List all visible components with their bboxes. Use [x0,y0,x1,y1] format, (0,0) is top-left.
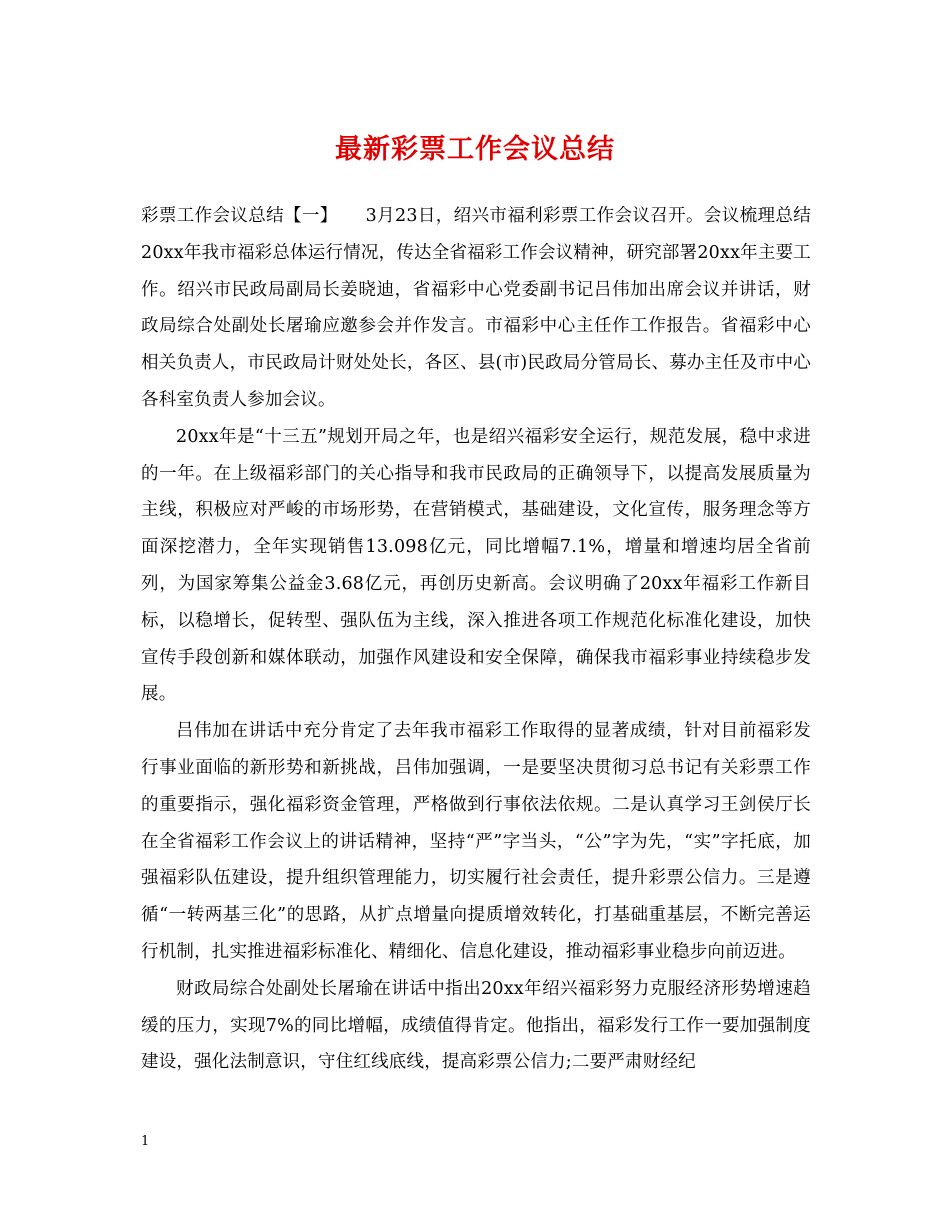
section-heading: 彩票工作会议总结【一】 [141,206,338,226]
paragraph-2: 20xx年是“十三五”规划开局之年，也是绍兴福彩安全运行，规范发展，稳中求进的一年。在上级福彩部门的关心指导和我市民政局的正确领导下，以提高发展质量为主线，积极应对严峻的市场形势，在营销模式，基础建设，文化宣传，服务理念等方面深挖潜力，全年实现销售13.098亿元，同比增幅7.1%，增量和增速均居全省前列，为国家筹集公益金3.68亿元，再创历史新高。会议明确了20xx年福彩工作新目标，以稳增长，促转型、强队伍为主线，深入推进各项工作规范化标准化建设，加快宣传手段创新和媒体联动，加强作风建设和安全保障，确保我市福彩事业持续稳步发展。 [141,426,811,705]
document-title: 最新彩票工作会议总结 [335,134,615,165]
paragraph-3: 吕伟加在讲话中充分肯定了去年我市福彩工作取得的显著成绩，针对目前福彩发行事业面临的新形势和新挑战，吕伟加强调，一是要坚决贯彻习总书记有关彩票工作的重要指示，强化福彩资金管理，严格做到行事依法依规。二是认真学习王剑侯厅长在全省福彩工作会议上的讲话精神，坚持“严”字当头，“公”字为先，“实”字托底，加强福彩队伍建设，提升组织管理能力，切实履行社会责任，提升彩票公信力。三是遵循“一转两基三化”的思路，从扩点增量向提质增效转化，打基础重基层，不断完善运行机制，扎实推进福彩标准化、精细化、信息化建设，推动福彩事业稳步向前迈进。 [141,721,811,962]
document-body [141,198,811,1081]
paragraph-1-text: 3月23日，绍兴市福利彩票工作会议召开。会议梳理总结20xx年我市福彩总体运行情况，传达全省福彩工作会议精神，研究部署20xx年主要工作。绍兴市民政局副局长姜晓迪，省福彩中心党委副书记吕伟加出席会议并讲话，财政局综合处副处长屠瑜应邀参会并作发言。市福彩中心主任作工作报告。省福彩中心相关负责人，市民政局计财处处长，各区、县(市)民政局分管局长、募办主任及市中心各科室负责人参加会议。 [141,206,811,410]
paragraph-4: 财政局综合处副处长屠瑜在讲话中指出20xx年绍兴福彩努力克服经济形势增速趋缓的压力，实现7%的同比增幅，成绩值得肯定。他指出，福彩发行工作一要加强制度建设，强化法制意识，守住红线底线，提高彩票公信力;二要严肃财经纪 [141,978,811,1073]
paragraph-1 [141,198,811,419]
page-number: 1 [141,1134,150,1149]
